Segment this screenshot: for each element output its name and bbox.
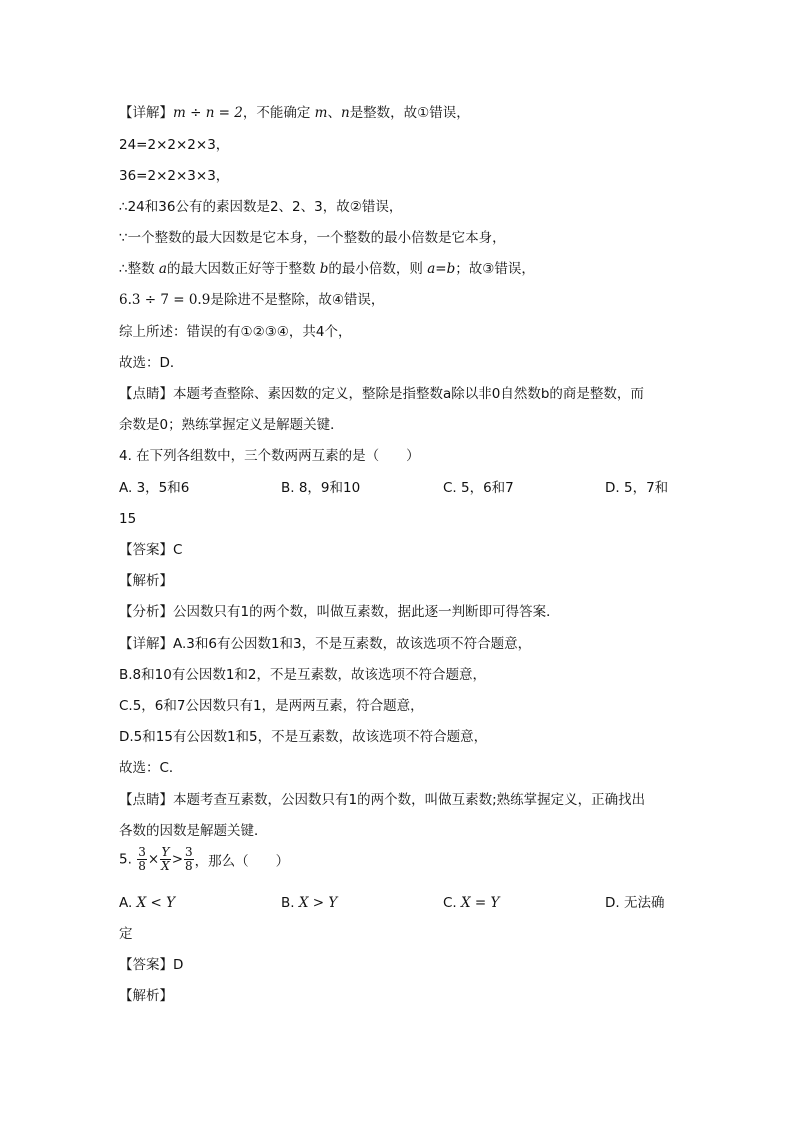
fraction-y-x: $\frac{Y}{X}$ xyxy=(161,845,170,873)
choose-line: 故选：D． xyxy=(119,355,184,371)
q4-detail-b: B.8和10有公因数1和2，不是互素数，故该选项不符合题意， xyxy=(119,667,486,683)
q4-fenxi: 【分析】公因数只有1的两个数，叫做互素数，据此逐一判断即可得答案． xyxy=(119,604,560,620)
equation-m-div-n: m ÷ n = 2 xyxy=(173,105,243,121)
q4-answer: 【答案】C xyxy=(119,542,183,558)
separator: 、 xyxy=(327,105,341,121)
greater-than-sign: > xyxy=(171,851,183,868)
summary-line: 综上所述：错误的有①②③④，共4个， xyxy=(119,324,352,340)
q5-stem xyxy=(119,846,289,886)
detail-line-1 xyxy=(119,103,470,123)
text: 的最大因数正好等于整数 xyxy=(166,261,320,277)
q5-number: 5. xyxy=(119,851,132,868)
equation-6-3-div-7: 6.3 ÷ 7 = 0.9 xyxy=(119,292,211,308)
text: ；故③错误， xyxy=(455,261,535,277)
q4-detail-d: D.5和15有公因数1和5，不是互素数，故该选项不符合题意， xyxy=(119,729,488,745)
factorization-36: 36=2×2×3×3， xyxy=(119,168,230,184)
q5-answer: 【答案】D xyxy=(119,957,184,973)
q4-detail-c: C.5，6和7公因数只有1，是两两互素，符合题意， xyxy=(119,698,424,714)
detail-text: ，不能确定 xyxy=(242,105,315,121)
q4-analysis: 【解析】 xyxy=(119,573,173,589)
q4-dianjing-2: 各数的因数是解题关键． xyxy=(119,823,268,839)
equation-a-eq-b: a=b xyxy=(427,261,456,277)
q5-option-d-wrap: 定 xyxy=(119,926,133,942)
fraction-3-8: $\frac{3}{8}$ xyxy=(138,845,146,873)
dianjing-line-2: 余数是0；熟练掌握定义是解题关键． xyxy=(119,417,344,433)
var-n: n xyxy=(340,105,350,121)
q5-option-d: D. 无法确 xyxy=(605,895,665,911)
q4-option-b: B. 8，9和10 xyxy=(281,480,361,496)
text: 是除进不是整除，故④错误， xyxy=(210,292,385,308)
q4-option-a: A. 3，5和6 xyxy=(119,480,190,496)
q5-option-b: B. X > Y xyxy=(281,895,338,911)
q5-option-c: C. X = Y xyxy=(443,895,500,911)
factorization-24: 24=2×2×2×3， xyxy=(119,137,230,153)
q4-dianjing-1: 【点睛】本题考查互素数，公因数只有1的两个数，叫做互素数;熟练掌握定义，正确找出 xyxy=(119,792,646,808)
times-sign: × xyxy=(147,851,160,868)
common-prime-factors: ∴24和36公有的素因数是2、2、3，故②错误， xyxy=(119,199,403,215)
q4-choose: 故选：C． xyxy=(119,760,183,776)
var-b: b xyxy=(319,261,329,277)
fraction-3-8-right: $\frac{3}{8}$ xyxy=(185,845,193,873)
division-statement xyxy=(119,290,384,310)
detail-text: 是整数，故①错误， xyxy=(349,105,470,121)
q5-stem-tail: ，那么（ ） xyxy=(194,853,290,870)
q5-option-a: A. X < Y xyxy=(119,895,176,911)
q4-option-c: C. 5，6和7 xyxy=(443,480,514,496)
q4-option-d-wrap: 15 xyxy=(119,511,137,527)
var-a: a xyxy=(158,261,167,277)
q4-stem: 4. 在下列各组数中，三个数两两互素的是（ ） xyxy=(119,448,420,464)
q4-detail-a: 【详解】A.3和6有公因数1和3，不是互素数，故该选项不符合题意， xyxy=(119,636,532,652)
q4-option-d: D. 5，7和 xyxy=(605,480,669,496)
detail-label: 【详解】 xyxy=(119,105,173,121)
dianjing-line-1: 【点睛】本题考查整除、素因数的定义，整除是指整数a除以非0自然数b的商是整数，而 xyxy=(119,386,644,402)
text: ∴整数 xyxy=(119,261,159,277)
text: 的最小倍数，则 xyxy=(328,261,428,277)
because-statement: ∵一个整数的最大因数是它本身，一个整数的最小倍数是它本身， xyxy=(119,230,506,246)
var-m: m xyxy=(314,105,328,121)
q5-analysis: 【解析】 xyxy=(119,988,173,1004)
therefore-statement xyxy=(119,259,535,279)
